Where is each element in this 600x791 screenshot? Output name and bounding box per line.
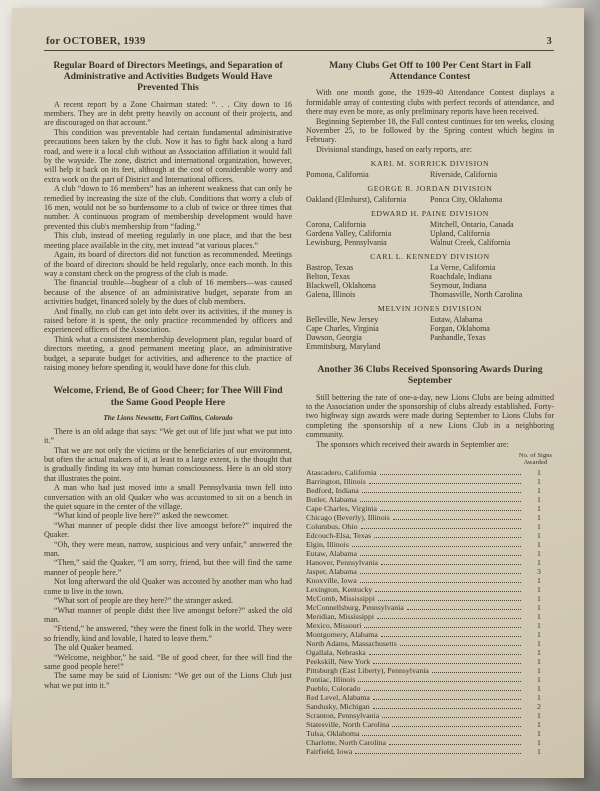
signs-awarded-count: 1 xyxy=(537,584,541,594)
paragraph: Think what a consistent membership development plan, regular board of directors meeting, a good permanent meeting place, an administrative budget, a separate budget for activities, and adherence to the practice of raising money before spending it, would have done for this club. xyxy=(44,334,292,372)
dotted-leader xyxy=(355,753,521,754)
sponsor-row xyxy=(306,639,554,648)
signs-awarded-count: 1 xyxy=(537,719,541,729)
sponsor-row xyxy=(306,504,554,513)
club-city: Riverside, California xyxy=(430,170,498,180)
sponsor-club-name: McComb, Mississippi xyxy=(306,593,375,603)
dotted-leader xyxy=(389,744,521,745)
sponsor-row xyxy=(306,540,554,549)
sponsor-club-name: Hanover, Pennsylvania xyxy=(306,557,379,567)
signs-awarded-count: 1 xyxy=(537,692,541,702)
signs-header-line1: No. of Signs xyxy=(518,452,552,460)
signs-awarded-count: 1 xyxy=(537,503,541,513)
sponsor-club-name: Mexico, Missouri xyxy=(306,620,362,630)
page-header xyxy=(44,36,554,47)
paragraph: The old Quaker beamed. xyxy=(54,643,134,653)
signs-awarded-count: 2 xyxy=(537,701,541,711)
club-city: Emmitsburg, Maryland xyxy=(306,342,381,352)
club-city: Lewisburg, Pennsylvania xyxy=(306,238,387,248)
sponsor-row xyxy=(306,603,554,612)
sponsor-row xyxy=(306,495,554,504)
sponsor-row xyxy=(306,513,554,522)
sponsor-club-name: Bedford, Indiana xyxy=(306,485,359,495)
paragraph: “Then,” said the Quaker, “I am sorry, friend, but thee will find the same manner of people here.” xyxy=(44,558,292,577)
sponsor-row xyxy=(306,675,554,684)
dotted-leader xyxy=(362,492,521,493)
magazine-page xyxy=(12,8,584,778)
sponsor-club-name: Pittsburgh (East Liberty), Pennsylvania xyxy=(306,665,429,675)
dotted-leader xyxy=(400,645,521,646)
signs-awarded-count: 1 xyxy=(537,602,541,612)
club-city: Roachdale, Indiana xyxy=(430,272,492,282)
dotted-leader xyxy=(374,537,521,538)
dotted-leader xyxy=(369,483,521,484)
signs-awarded-count: 1 xyxy=(537,683,541,693)
club-city: Galena, Illinois xyxy=(306,290,356,300)
division-standings-list xyxy=(306,170,554,179)
division-title: EDWARD H. PAINE DIVISION xyxy=(370,209,490,219)
paragraph: The financial trouble—bugbear of a club of 16 members—was caused because of the absence of an administrative budget, separate from an activities budget, financed solely by the dues of club members. xyxy=(44,278,292,307)
paragraph: The same may be said of Lionism: “We get out of the Lions Club just what we put into it.” xyxy=(44,671,292,690)
signs-awarded-count: 1 xyxy=(537,494,541,504)
signs-awarded-count: 1 xyxy=(537,710,541,720)
paragraph: “What manner of people didst thee live amongst before?” inquired the Quaker. xyxy=(44,520,292,540)
sponsor-club-name: Barrington, Illinois xyxy=(306,476,366,486)
article-sponsoring-awards xyxy=(306,364,554,755)
signs-awarded-count: 1 xyxy=(537,539,541,549)
sponsor-row xyxy=(306,576,554,585)
dotted-leader xyxy=(373,708,521,709)
sponsor-club-name: Ogallala, Nebraska xyxy=(306,647,366,657)
sponsor-club-name: Eutaw, Alabama xyxy=(306,548,358,558)
division-jordan xyxy=(306,184,554,204)
standings-row xyxy=(306,263,554,272)
dotted-leader xyxy=(362,735,521,736)
sponsor-row xyxy=(306,693,554,702)
header-rule xyxy=(44,50,554,51)
sponsor-row xyxy=(306,612,554,621)
club-city: Forgan, Oklahoma xyxy=(430,324,490,334)
signs-awarded-count: 1 xyxy=(537,656,541,666)
club-city: Seymour, Indiana xyxy=(430,281,487,291)
club-city: Walnut Creek, California xyxy=(430,238,511,248)
article-title: Welcome, Friend, Be of Good Cheer; for Thee Will Find the Same Good People Here xyxy=(53,385,283,408)
paragraph: “Oh, they were mean, narrow, suspicious and very unfair,” answered the man. xyxy=(44,539,292,559)
standings-row xyxy=(306,315,554,324)
sponsor-row xyxy=(306,738,554,747)
article-board-meetings xyxy=(44,60,292,372)
signs-awarded-count: 1 xyxy=(537,629,541,639)
division-standings-list xyxy=(306,263,554,299)
division-title: CARL L. KENNEDY DIVISION xyxy=(370,252,490,262)
signs-awarded-count: 1 xyxy=(537,746,541,756)
standings-row xyxy=(306,170,554,179)
article-body xyxy=(44,100,292,373)
standings-row xyxy=(306,342,554,351)
paragraph: There is an old adage that says: “We get out of life just what we put into it.” xyxy=(44,426,292,446)
sponsor-club-name: Sandusky, Michigan xyxy=(306,701,370,711)
signs-awarded-count: 1 xyxy=(537,557,541,567)
signs-awarded-count: 1 xyxy=(537,611,541,621)
article-title: Regular Board of Directors Meetings, and Separation of Administrative and Activities Budgets Would Have Prevented This xyxy=(53,60,283,94)
club-city: Pomona, California xyxy=(306,170,369,180)
club-city: Belton, Texas xyxy=(306,272,350,282)
sponsor-row xyxy=(306,486,554,495)
signs-awarded-count: 1 xyxy=(537,521,541,531)
article-welcome-friend xyxy=(44,385,292,690)
paragraph: And finally, no club can get into debt over its activities, if the money is raised before it is spent, the only practice recommended by officers and experienced officers of the Association. xyxy=(44,306,292,335)
signs-awarded-count: 1 xyxy=(537,548,541,558)
signs-awarded-count: 3 xyxy=(537,566,541,576)
club-city: Oakland (Elmhurst), California xyxy=(306,195,407,205)
signs-awarded-count: 1 xyxy=(537,485,541,495)
sponsor-row xyxy=(306,657,554,666)
paragraph: A club “down to 16 members” has an inherent weakness that can only be remedied by increasing the size of the club. Conditions that worry a club of 16 men, would not be so burdensome to a club of twice or three times that number. A continuous program of membership development would have prevented this club's membership from “fading.” xyxy=(44,184,292,231)
sponsor-club-name: Edcouch-Elsa, Texas xyxy=(306,530,372,540)
club-city xyxy=(430,342,554,351)
sponsor-club-name: Statesville, North Carolina xyxy=(306,719,390,729)
sponsor-club-name: Chicago (Beverly), Illinois xyxy=(306,512,390,522)
paragraph: “Welcome, neighbor,” he said. “Be of good cheer, for thee will find the same good people here!” xyxy=(44,652,292,671)
sponsor-row xyxy=(306,720,554,729)
division-standings-list xyxy=(306,315,554,351)
club-city: Blackwell, Oklahoma xyxy=(306,281,376,291)
paragraph: “Friend,” he answered, “they were the finest folk in the world. They were so friendly, kind and lovable, I hated to leave them.” xyxy=(44,624,292,643)
dotted-leader xyxy=(375,591,521,592)
sponsor-row xyxy=(306,711,554,720)
sponsor-club-name: McConnellsburg, Pennsylvania xyxy=(306,602,404,612)
signs-awarded-count: 1 xyxy=(537,647,541,657)
division-title: KARL M. SORRICK DIVISION xyxy=(370,159,490,169)
dotted-leader xyxy=(373,699,521,700)
paragraph: This club, instead of meeting regularly in one place, and that the best meeting place available in the city, met instead “at various places.” xyxy=(44,231,292,250)
club-city: Gardena Valley, California xyxy=(306,229,392,239)
club-city: Mitchell, Ontario, Canada xyxy=(430,220,514,230)
paragraph: Still bettering the rate of one-a-day, new Lions Clubs are being admitted to the Association under the sponsorship of clubs already established. Forty-two highway sign awards were made during September to Lions Clubs for completing the sponsorship of a new Lions Club in a neighboring community. xyxy=(306,392,554,440)
paragraph: A man who had just moved into a small Pennsylvania town fell into conversation with an old Quaker who was accustomed to sit on a bench in the quiet square in the center of the village. xyxy=(44,483,292,512)
sponsor-club-name: Cape Charles, Virginia xyxy=(306,503,377,513)
sponsor-club-name: Charlotte, North Carolina xyxy=(306,737,386,747)
left-column xyxy=(44,60,292,756)
division-standings-list xyxy=(306,195,554,204)
division-paine xyxy=(306,209,554,247)
sponsor-club-name: Columbus, Ohio xyxy=(306,521,358,531)
paragraph: Beginning September 18, the Fall contest continues for ten weeks, closing November 25, to be followed by the Spring contest which begins in February. xyxy=(306,116,554,145)
club-city: Upland, California xyxy=(430,229,490,239)
club-city: La Verne, California xyxy=(430,263,496,273)
dotted-leader xyxy=(378,600,521,601)
signs-header-line2: Awarded xyxy=(523,459,548,467)
signs-awarded-count: 1 xyxy=(537,530,541,540)
signs-column-header xyxy=(519,452,552,466)
dotted-leader xyxy=(361,528,521,529)
signs-awarded-count: 1 xyxy=(537,728,541,738)
dotted-leader xyxy=(432,672,521,673)
dotted-leader xyxy=(377,618,521,619)
sponsor-row xyxy=(306,585,554,594)
dotted-leader xyxy=(380,474,521,475)
sponsor-club-name: Elgin, Illinois xyxy=(306,539,349,549)
sponsor-row xyxy=(306,729,554,738)
division-title: MELVIN JONES DIVISION xyxy=(377,304,483,314)
club-city: Dawson, Georgia xyxy=(306,333,362,343)
paragraph: Divisional standings, based on early reports, are: xyxy=(316,144,472,154)
sponsor-club-name: Pueblo, Colorado xyxy=(306,683,361,693)
sponsor-row xyxy=(306,531,554,540)
dotted-leader xyxy=(358,681,521,682)
sponsor-row xyxy=(306,558,554,567)
division-jones xyxy=(306,304,554,351)
club-city: Cape Charles, Virginia xyxy=(306,324,379,334)
dotted-leader xyxy=(360,573,521,574)
paragraph: “What manner of people didst thee live amongst before?” asked the old man. xyxy=(44,605,292,624)
signs-awarded-count: 1 xyxy=(537,467,541,477)
sponsor-club-name: Tulsa, Oklahoma xyxy=(306,728,360,738)
club-city: Panhandle, Texas xyxy=(430,333,486,343)
signs-awarded-count: 1 xyxy=(537,593,541,603)
article-byline: The Lions Newsette, Fort Collins, Colorado xyxy=(103,413,233,422)
sponsor-row xyxy=(306,468,554,477)
dotted-leader xyxy=(360,501,521,502)
sponsor-club-name: Knoxville, Iowa xyxy=(306,575,357,585)
dotted-leader xyxy=(360,582,521,583)
paragraph: This condition was preventable had certain fundamental administrative precautions been taken by the club. Now it has to fight back along a hard road, and were it a local club without an Association affiliation it would fall by the wayside. The zone, district and international organization, however, will help it back on its feet, although at the cost of considerable worry and extra work on the part of District and International officers. xyxy=(44,127,292,184)
sponsor-club-name: Montgomery, Alabama xyxy=(306,629,378,639)
sponsor-row xyxy=(306,648,554,657)
sponsor-row xyxy=(306,666,554,675)
sponsor-row xyxy=(306,594,554,603)
sponsor-row xyxy=(306,630,554,639)
sponsor-row xyxy=(306,702,554,711)
sponsor-row xyxy=(306,621,554,630)
signs-awarded-count: 1 xyxy=(537,575,541,585)
sponsor-row xyxy=(306,684,554,693)
standings-row xyxy=(306,333,554,342)
division-standings-list xyxy=(306,220,554,247)
standings-row xyxy=(306,324,554,333)
club-city: Eutaw, Alabama xyxy=(430,315,483,325)
sponsor-club-name: Red Level, Alabama xyxy=(306,692,370,702)
signs-awarded-count: 1 xyxy=(537,737,541,747)
page-number: 3 xyxy=(546,36,552,47)
dotted-leader xyxy=(381,636,521,637)
sponsor-club-name: Meridian, Mississippi xyxy=(306,611,375,621)
standings-row xyxy=(306,229,554,238)
standings-row xyxy=(306,272,554,281)
signs-awarded-count: 1 xyxy=(537,512,541,522)
dotted-leader xyxy=(373,663,521,664)
dotted-leader xyxy=(382,717,521,718)
sponsor-row xyxy=(306,549,554,558)
sponsor-club-name: Peekskill, New York xyxy=(306,656,371,666)
paragraph: With one month gone, the 1939-40 Attendance Contest displays a formidable array of contesting clubs with perfect records of attendance, and there may even be more, as only preliminary reports have been received. xyxy=(306,88,554,117)
sponsor-club-name: Jasper, Alabama xyxy=(306,566,357,576)
signs-awarded-count: 1 xyxy=(537,620,541,630)
dotted-leader xyxy=(352,546,521,547)
paragraph: The sponsors which received their awards in September are: xyxy=(316,439,509,449)
sponsor-club-name: Scranton, Pennsylvania xyxy=(306,710,380,720)
sponsor-club-name: Lexington, Kentucky xyxy=(306,584,373,594)
paragraph: “What sort of people are they here?” the stranger asked. xyxy=(54,596,234,606)
signs-awarded-count: 1 xyxy=(537,674,541,684)
dotted-leader xyxy=(369,654,521,655)
club-city: Thomasville, North Carolina xyxy=(430,290,523,300)
article-title: Many Clubs Get Off to 100 Per Cent Start in Fall Attendance Contest xyxy=(329,60,531,83)
signs-awarded-count: 1 xyxy=(537,476,541,486)
standings-row xyxy=(306,220,554,229)
dotted-leader xyxy=(393,519,521,520)
dotted-leader xyxy=(381,564,521,565)
club-city: Belleville, New Jersey xyxy=(306,315,379,325)
standings-row xyxy=(306,238,554,247)
dotted-leader xyxy=(380,510,521,511)
paragraph: Again, its board of directors did not function as recommended. Meetings of the board of directors should be held regularly, once each month. In this way a constant check on the progress of the club is made. xyxy=(44,250,292,278)
club-city: Corona, California xyxy=(306,220,366,230)
paragraph: A recent report by a Zone Chairman stated: “. . . City down to 16 members. They are in debt pretty heavily on account of their projects, and are discouraged on that account.” xyxy=(44,99,292,128)
dotted-leader xyxy=(360,555,521,556)
sponsor-club-name: Pontiac, Illinois xyxy=(306,674,356,684)
standings-row xyxy=(306,290,554,299)
issue-date: for OCTOBER, 1939 xyxy=(46,36,146,47)
dotted-leader xyxy=(364,690,521,691)
standings-row xyxy=(306,195,554,204)
sponsor-row xyxy=(306,567,554,576)
right-column xyxy=(306,60,554,756)
sponsor-club-name: Atascadero, California xyxy=(306,467,377,477)
sponsor-award-list xyxy=(306,468,554,756)
sponsor-club-name: Butler, Alabama xyxy=(306,494,357,504)
article-body xyxy=(306,393,554,449)
club-city: Bastrop, Texas xyxy=(306,263,354,273)
paragraph: Not long afterward the old Quaker was accosted by another man who had come to live in the town. xyxy=(44,577,292,596)
paragraph: “What kind of people live here?” asked the newcomer. xyxy=(54,511,229,521)
division-kennedy xyxy=(306,252,554,299)
signs-awarded-count: 1 xyxy=(537,638,541,648)
division-title: GEORGE R. JORDAN DIVISION xyxy=(367,184,493,194)
dotted-leader xyxy=(407,609,521,610)
sponsor-club-name: Fairfield, Iowa xyxy=(306,746,353,756)
division-sorrick xyxy=(306,159,554,179)
article-body xyxy=(306,88,554,154)
two-column-layout xyxy=(44,60,554,756)
dotted-leader xyxy=(392,726,521,727)
paragraph: That we are not only the victims or the beneficiaries of our environment, but often the actual makers of it, at least to a large extent, is the thought that is gradually finding its way into human consciousness. Here is an old story that illustrates the point. xyxy=(44,445,292,483)
sponsor-row xyxy=(306,522,554,531)
sponsor-row xyxy=(306,477,554,486)
standings-row xyxy=(306,281,554,290)
article-body xyxy=(44,427,292,690)
club-city: Ponca City, Oklahoma xyxy=(430,195,503,205)
article-attendance-contest xyxy=(306,60,554,351)
sponsor-row xyxy=(306,747,554,756)
article-title: Another 36 Clubs Received Sponsoring Awards During September xyxy=(317,364,543,387)
sponsor-club-name: North Adams, Massachusetts xyxy=(306,638,397,648)
dotted-leader xyxy=(364,627,521,628)
signs-awarded-count: 1 xyxy=(537,665,541,675)
